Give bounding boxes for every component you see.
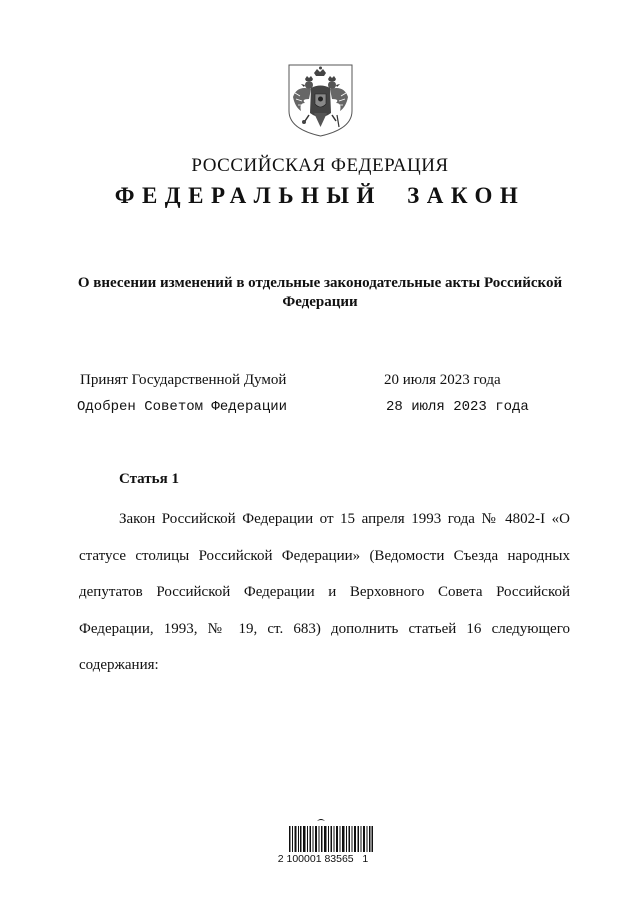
article-heading: Статья 1 <box>119 471 179 487</box>
article-text: Закон Российской Федерации от 15 апреля 1993 года № 4802-I «О статусе столицы Российской Федерации» (Ведомости Съезда народных депутатов Российской Федерации и Верховного Совета Российской Федерации, 1993, № 19, ст. 683) дополнить статьей 16 следующего содержания: <box>79 511 570 673</box>
coat-of-arms-icon <box>287 63 354 138</box>
adoption-duma-date: 20 июля 2023 года <box>384 372 501 388</box>
barcode-number: 2 100001 83565 1 <box>277 853 369 865</box>
country-name: РОССИЙСКАЯ ФЕДЕРАЦИЯ <box>191 155 449 176</box>
adoption-council-label: Одобрен Советом Федерации <box>77 399 288 415</box>
adoption-duma-label: Принят Государственной Думой <box>80 372 287 388</box>
law-type-title: ФЕДЕРАЛЬНЫЙ ЗАКОН <box>114 183 526 208</box>
barcode-icon <box>289 816 373 852</box>
law-title: О внесении изменений в отдельные законодательные акты Российской Федерации <box>77 275 563 310</box>
adoption-council-date: 28 июля 2023 года <box>386 399 529 415</box>
